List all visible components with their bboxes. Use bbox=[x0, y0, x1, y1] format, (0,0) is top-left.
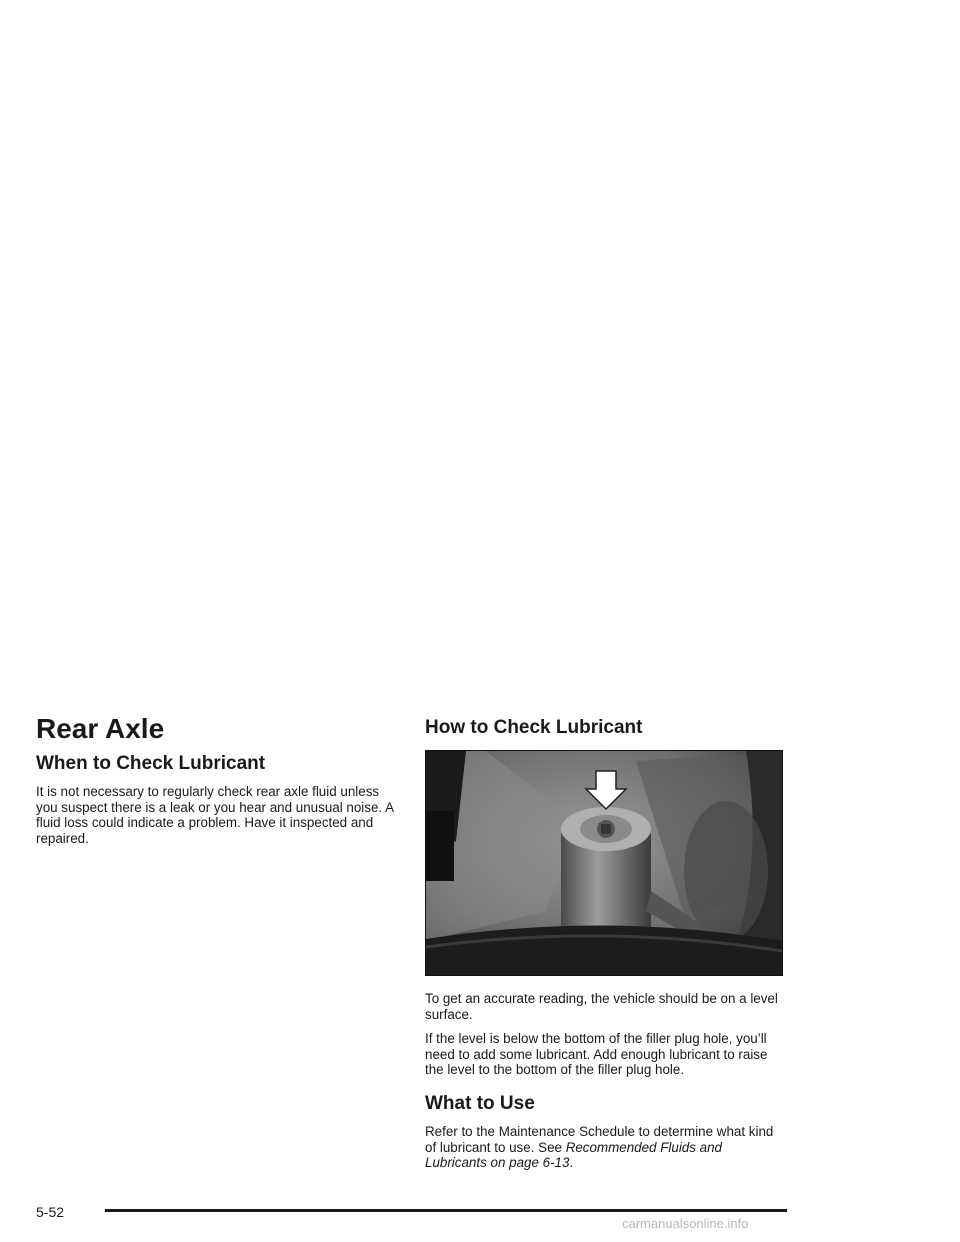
left-column bbox=[36, 712, 398, 855]
when-to-check-paragraph: It is not necessary to regularly check rear axle fluid unless you suspect there is a leak or you hear and unusual noise. A fluid loss could indicate a problem. Have it inspected and repaired. bbox=[36, 784, 394, 846]
how-to-check-heading: How to Check Lubricant bbox=[425, 717, 643, 738]
section-title: Rear Axle bbox=[36, 713, 165, 744]
watermark: carmanualsonline.info bbox=[622, 1216, 749, 1231]
footer-divider bbox=[105, 1209, 787, 1212]
when-to-check-heading: When to Check Lubricant bbox=[36, 753, 266, 774]
filler-plug-photo bbox=[425, 750, 783, 976]
what-to-use-heading: What to Use bbox=[425, 1092, 535, 1114]
level-surface-paragraph: To get an accurate reading, the vehicle should be on a level surface. bbox=[425, 991, 778, 1022]
page-number: 5-52 bbox=[36, 1204, 65, 1220]
what-to-use-paragraph bbox=[425, 1124, 787, 1171]
right-column bbox=[425, 716, 787, 1180]
what-to-use-text: Refer to the Maintenance Schedule to determine what kind of lubricant to use. See bbox=[425, 1123, 774, 1155]
add-lubricant-paragraph: If the level is below the bottom of the filler plug hole, you’ll need to add some lubricant. Add enough lubricant to raise the level to the bottom of the filler plug hole. bbox=[425, 1031, 768, 1078]
what-to-use-suffix: . bbox=[569, 1155, 574, 1171]
filler-plug-illustration bbox=[426, 751, 782, 975]
recommended-fluids-link[interactable]: Recommended Fluids and Lubricants on page 6-13 bbox=[425, 1139, 722, 1171]
